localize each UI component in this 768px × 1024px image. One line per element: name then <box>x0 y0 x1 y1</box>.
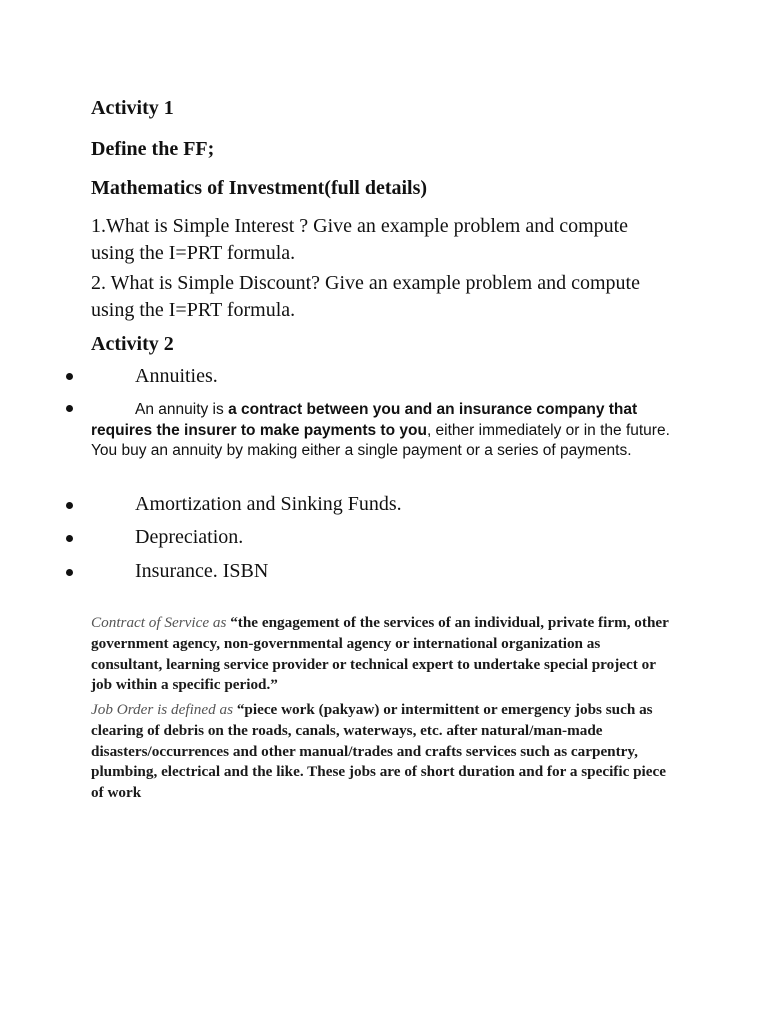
annuity-bold: a contract between you and an insurance company that requires the insurer to make payments to you <box>91 401 638 439</box>
definition-text: “the engagement of the services of an individual, private firm, other government agency, non-governmental agency or international organization as consultant, learning service provider or technical expert to undertake special project or job within a specific period.” <box>91 614 669 694</box>
definition-term: Job Order is defined as <box>91 701 237 718</box>
annuity-rest: , either immediately or in the future. You buy an annuity by making either a single payment or a series of payments. <box>91 421 670 459</box>
bullet-item-amortization: Amortization and Sinking Funds. <box>135 493 402 515</box>
activity-1-heading: Activity 1 <box>91 97 174 119</box>
job-order-definition <box>91 700 671 804</box>
define-heading: Define the FF; <box>91 138 215 160</box>
bullet-item-depreciation: Depreciation. <box>135 526 244 548</box>
definition-term: Contract of Service as <box>91 614 231 631</box>
question-2: 2. What is Simple Discount? Give an example problem and compute using the I=PRT formula. <box>91 272 640 321</box>
contract-of-service-definition <box>91 613 671 696</box>
topic-heading: Mathematics of Investment(full details) <box>91 177 428 199</box>
annuity-lead: An annuity is <box>135 401 229 418</box>
annuity-definition <box>91 400 681 462</box>
bullet-icon <box>66 405 73 412</box>
bullet-item-annuities: Annuities. <box>135 365 218 387</box>
activity-2-heading: Activity 2 <box>91 333 174 355</box>
bullet-icon <box>66 535 73 542</box>
bullet-item-insurance: Insurance. ISBN <box>135 560 269 582</box>
question-1: 1.What is Simple Interest ? Give an example problem and compute using the I=PRT formula. <box>91 215 629 264</box>
bullet-icon <box>66 373 73 380</box>
definition-text: “piece work (pakyaw) or intermittent or emergency jobs such as clearing of debris on the roads, canals, waterways, etc. after natural/man-made disasters/occurrences and other manual/trades and crafts services such as carpentry, plumbing, electrical and the like. These jobs are of short duration and for a specific piece of work <box>91 701 667 802</box>
bullet-icon <box>66 569 73 576</box>
bullet-icon <box>66 502 73 509</box>
